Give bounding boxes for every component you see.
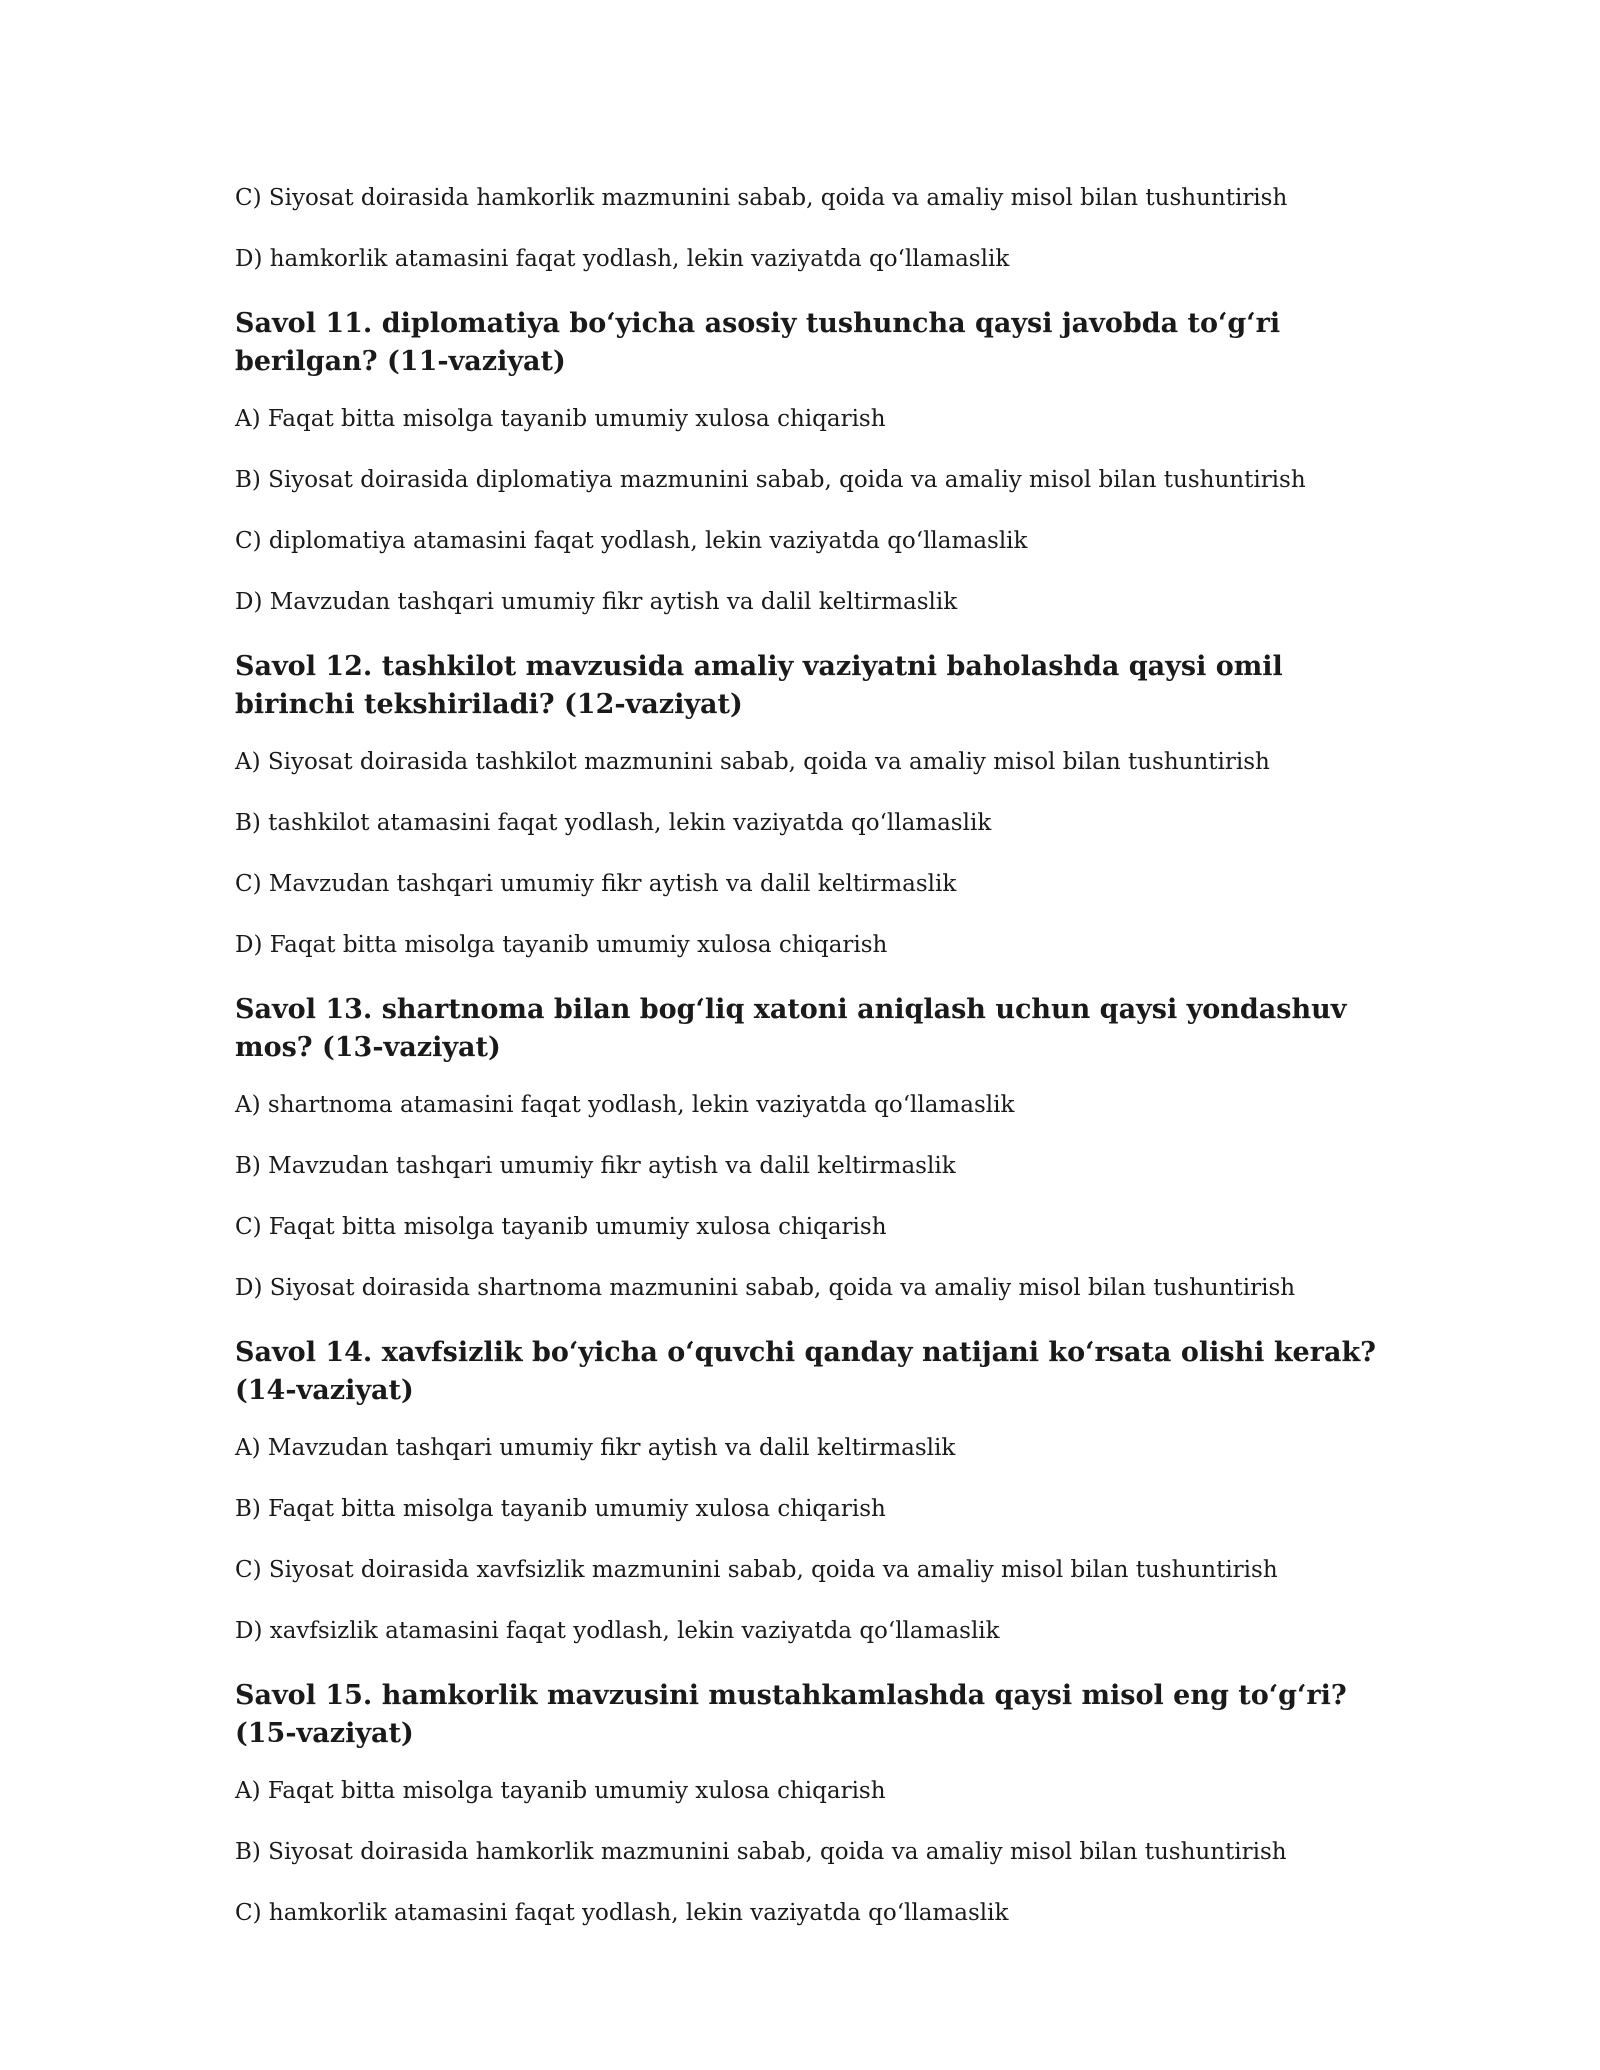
question-title: Savol 15. hamkorlik mavzusini mustahkamlashda qaysi misol eng to‘g‘ri? (15-vaziyat): [235, 1680, 1347, 1749]
answer-option-a: A) Siyosat doirasida tashkilot mazmunini sabab, qoida va amaliy misol bilan tushuntirish: [235, 749, 1270, 775]
question-10-continued: [235, 183, 1385, 274]
answer-option-c: C) Siyosat doirasida xavfsizlik mazmunini sabab, qoida va amaliy misol bilan tushuntirish: [235, 1557, 1278, 1583]
answer-option-b: B) Siyosat doirasida hamkorlik mazmunini sabab, qoida va amaliy misol bilan tushuntirish: [235, 1839, 1287, 1865]
answer-option-a: A) Mavzudan tashqari umumiy fikr aytish va dalil keltirmaslik: [235, 1435, 956, 1461]
answer-option-d: D) hamkorlik atamasini faqat yodlash, lekin vaziyatda qo‘llamaslik: [235, 246, 1010, 272]
question-14: [235, 1334, 1385, 1646]
question-title: Savol 13. shartnoma bilan bog‘liq xatoni aniqlash uchun qaysi yondashuv mos? (13-vaziyat): [235, 994, 1347, 1063]
answer-option-b: B) Siyosat doirasida diplomatiya mazmunini sabab, qoida va amaliy misol bilan tushuntirish: [235, 467, 1306, 493]
answer-option-b: B) tashkilot atamasini faqat yodlash, lekin vaziyatda qo‘llamaslik: [235, 810, 992, 836]
document-page: [235, 183, 1385, 1959]
answer-option-a: A) Faqat bitta misolga tayanib umumiy xulosa chiqarish: [235, 406, 886, 432]
answer-option-a: A) Faqat bitta misolga tayanib umumiy xulosa chiqarish: [235, 1778, 886, 1804]
question-title: Savol 11. diplomatiya bo‘yicha asosiy tushuncha qaysi javobda to‘g‘ri berilgan? (11-vaziyat): [235, 308, 1281, 377]
answer-option-b: B) Mavzudan tashqari umumiy fikr aytish va dalil keltirmaslik: [235, 1153, 956, 1179]
question-15: [235, 1677, 1385, 1928]
question-title: Savol 14. xavfsizlik bo‘yicha o‘quvchi qanday natijani ko‘rsata olishi kerak? (14-vaziyat): [235, 1337, 1376, 1406]
answer-option-c: C) Siyosat doirasida hamkorlik mazmunini sabab, qoida va amaliy misol bilan tushuntirish: [235, 185, 1288, 211]
question-title: Savol 12. tashkilot mavzusida amaliy vaziyatni baholashda qaysi omil birinchi tekshiriladi? (12-vaziyat): [235, 651, 1283, 720]
answer-option-d: D) Mavzudan tashqari umumiy fikr aytish va dalil keltirmaslik: [235, 589, 958, 615]
question-11: [235, 305, 1385, 617]
answer-option-d: D) Siyosat doirasida shartnoma mazmunini sabab, qoida va amaliy misol bilan tushuntirish: [235, 1275, 1296, 1301]
answer-option-c: C) diplomatiya atamasini faqat yodlash, lekin vaziyatda qo‘llamaslik: [235, 528, 1028, 554]
answer-option-d: D) Faqat bitta misolga tayanib umumiy xulosa chiqarish: [235, 932, 888, 958]
answer-option-a: A) shartnoma atamasini faqat yodlash, lekin vaziyatda qo‘llamaslik: [235, 1092, 1015, 1118]
question-13: [235, 991, 1385, 1303]
answer-option-b: B) Faqat bitta misolga tayanib umumiy xulosa chiqarish: [235, 1496, 886, 1522]
question-12: [235, 648, 1385, 960]
answer-option-c: C) hamkorlik atamasini faqat yodlash, lekin vaziyatda qo‘llamaslik: [235, 1900, 1009, 1926]
answer-option-c: C) Mavzudan tashqari umumiy fikr aytish va dalil keltirmaslik: [235, 871, 957, 897]
answer-option-d: D) xavfsizlik atamasini faqat yodlash, lekin vaziyatda qo‘llamaslik: [235, 1618, 1000, 1644]
answer-option-c: C) Faqat bitta misolga tayanib umumiy xulosa chiqarish: [235, 1214, 887, 1240]
